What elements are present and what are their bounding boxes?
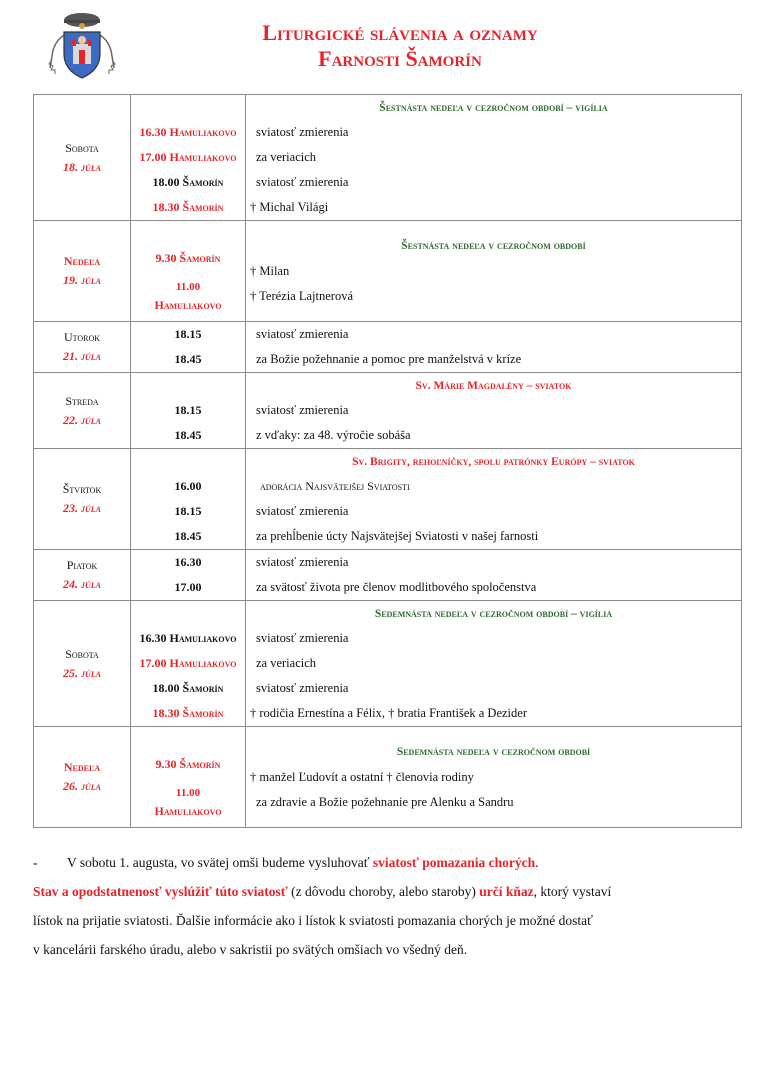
day-name: Štvrtok (62, 482, 102, 496)
page-title: Liturgické slávenia a oznamy (262, 20, 538, 45)
mass-time: 18.45 (174, 352, 202, 366)
day-date: 18. júla (63, 159, 101, 174)
day-cell (34, 550, 131, 601)
times-cell (131, 727, 246, 828)
intents-cell (246, 601, 742, 727)
times-cell (131, 550, 246, 601)
intents-cell (246, 221, 742, 322)
schedule-row (34, 221, 742, 322)
schedule-row (34, 601, 742, 727)
mass-time: 18.30 Šamorín (152, 706, 224, 720)
mass-intention: sviatosť zmierenia (256, 504, 349, 518)
mass-time: 17.00 Hamuliakovo (139, 150, 237, 164)
day-date: 21. júla (63, 349, 101, 363)
times-cell (131, 601, 246, 727)
mass-intention: za veriacich (256, 150, 317, 164)
day-cell (34, 322, 131, 373)
intents-cell (246, 322, 742, 373)
feast-title: Sv. Brigity, rehoľníčky, spolu patrónky Európy – sviatok (352, 455, 635, 468)
mass-time: 16.30 (174, 555, 202, 569)
intents-cell (246, 95, 742, 221)
mass-time: 18.45 (174, 529, 202, 543)
day-name: Sobota (65, 140, 99, 155)
day-name: Nedeľa (63, 760, 101, 774)
day-date: 23. júla (63, 501, 101, 515)
mass-intention: za Božie požehnanie a pomoc pre manželstvá v kríze (256, 352, 522, 366)
mass-intention: za veriacich (256, 656, 317, 670)
intents-cell (246, 373, 742, 449)
note-line-2: Stav a opodstatnenosť vyslúžiť túto sviatosť (z dôvodu choroby, alebo staroby) určí kňaz, ktorý vystaví (33, 884, 612, 899)
mass-intention: sviatosť zmierenia (256, 555, 349, 569)
intents-cell (246, 449, 742, 550)
mass-intention: † rodičia Ernestína a Félix, † bratia František a Dezider (250, 706, 527, 720)
mass-time: 18.15 (174, 327, 202, 341)
mass-intention: adorácia Najsvätejšej Sviatosti (260, 479, 410, 493)
feast-title: Sedemnásta nedeľa v cezročnom období – vigília (374, 607, 613, 620)
page-subtitle: Farnosti Šamorín (318, 46, 482, 71)
mass-time: 9.30 Šamorín (155, 757, 221, 771)
schedule-row (34, 95, 742, 221)
schedule-row (34, 550, 742, 601)
mass-intention: za svätosť života pre členov modlitbového spoločenstva (256, 580, 537, 594)
intents-cell (246, 550, 742, 601)
mass-intention: sviatosť zmierenia (256, 125, 349, 139)
feast-title: Sedemnásta nedeľa v cezročnom období (396, 746, 591, 758)
schedule-row (34, 322, 742, 373)
day-date: 19. júla (63, 273, 101, 287)
mass-intention: sviatosť zmierenia (256, 681, 349, 695)
schedule-row (34, 727, 742, 828)
day-date: 26. júla (63, 779, 101, 793)
parish-coat-of-arms-icon (46, 10, 118, 82)
mass-time: 18.30 Šamorín (152, 200, 224, 214)
note-line-3: lístok na prijatie sviatosti. Ďalšie informácie ako i lístok k sviatosti pomazania chorých je možné dostať (33, 913, 593, 928)
mass-intention: sviatosť zmierenia (256, 175, 349, 189)
day-name: Sobota (65, 646, 99, 661)
day-name: Nedeľa (63, 254, 101, 268)
times-cell (131, 221, 246, 322)
note-line-4: v kancelárii farského úradu, alebo v sakristii po svätých omšiach vo všedný deň. (33, 942, 468, 957)
mass-time: 18.15 (174, 403, 202, 417)
mass-intention: sviatosť zmierenia (256, 631, 349, 645)
times-cell (131, 95, 246, 221)
schedule-row (34, 373, 742, 449)
day-cell (34, 95, 131, 221)
times-cell (131, 373, 246, 449)
mass-time: 17.00 Hamuliakovo (139, 656, 237, 670)
times-cell (131, 449, 246, 550)
mass-time: 16.30 Hamuliakovo (139, 631, 237, 645)
day-cell (34, 727, 131, 828)
schedule-table (33, 94, 742, 828)
list-bullet: - (33, 855, 38, 870)
feast-title: Sv. Márie Magdalény – sviatok (415, 379, 572, 392)
day-cell (34, 449, 131, 550)
mass-time: 11.00 Hamuliakovo (154, 787, 222, 818)
announcements (33, 848, 733, 964)
mass-time: 11.00 Hamuliakovo (154, 281, 222, 312)
mass-time: 18.15 (174, 504, 202, 518)
times-cell (131, 322, 246, 373)
day-cell (34, 373, 131, 449)
mass-intention: sviatosť zmierenia (256, 327, 349, 341)
mass-time: 16.00 (174, 479, 202, 493)
day-cell (34, 601, 131, 727)
mass-intention: † Michal Világi (250, 200, 329, 214)
feast-title: Šestnásta nedeľa v cezročnom období – vigília (379, 101, 608, 114)
mass-time: 9.30 Šamorín (155, 251, 221, 265)
mass-time: 18.45 (174, 428, 202, 442)
note-line-1: - V sobotu 1. augusta, vo svätej omši budeme vysluhovať sviatosť pomazania chorých. (33, 848, 733, 877)
mass-intention: † Milan (250, 263, 290, 278)
day-date: 25. júla (63, 665, 101, 680)
mass-intention: za zdravie a Božie požehnanie pre Alenku a Sandru (256, 794, 514, 809)
day-name: Utorok (63, 330, 101, 344)
mass-intention: sviatosť zmierenia (256, 403, 349, 417)
mass-time: 18.00 Šamorín (152, 681, 224, 695)
mass-intention: z vďaky: za 48. výročie sobáša (256, 428, 411, 442)
day-name: Piatok (66, 558, 98, 572)
schedule-row (34, 449, 742, 550)
intents-cell (246, 727, 742, 828)
mass-time: 18.00 Šamorín (152, 175, 224, 189)
mass-time: 16.30 Hamuliakovo (139, 125, 237, 139)
day-cell (34, 221, 131, 322)
mass-time: 17.00 (174, 580, 202, 594)
day-name: Streda (65, 393, 99, 408)
mass-intention: † manžel Ľudovít a ostatní † členovia rodiny (250, 769, 474, 784)
feast-title: Šestnásta nedeľa v cezročnom období (401, 240, 586, 252)
day-date: 24. júla (63, 577, 101, 591)
day-date: 22. júla (63, 412, 101, 427)
mass-intention: za prehĺbenie úcty Najsvätejšej Sviatosti v našej farnosti (256, 529, 539, 543)
mass-intention: † Terézia Lajtnerová (250, 288, 354, 303)
